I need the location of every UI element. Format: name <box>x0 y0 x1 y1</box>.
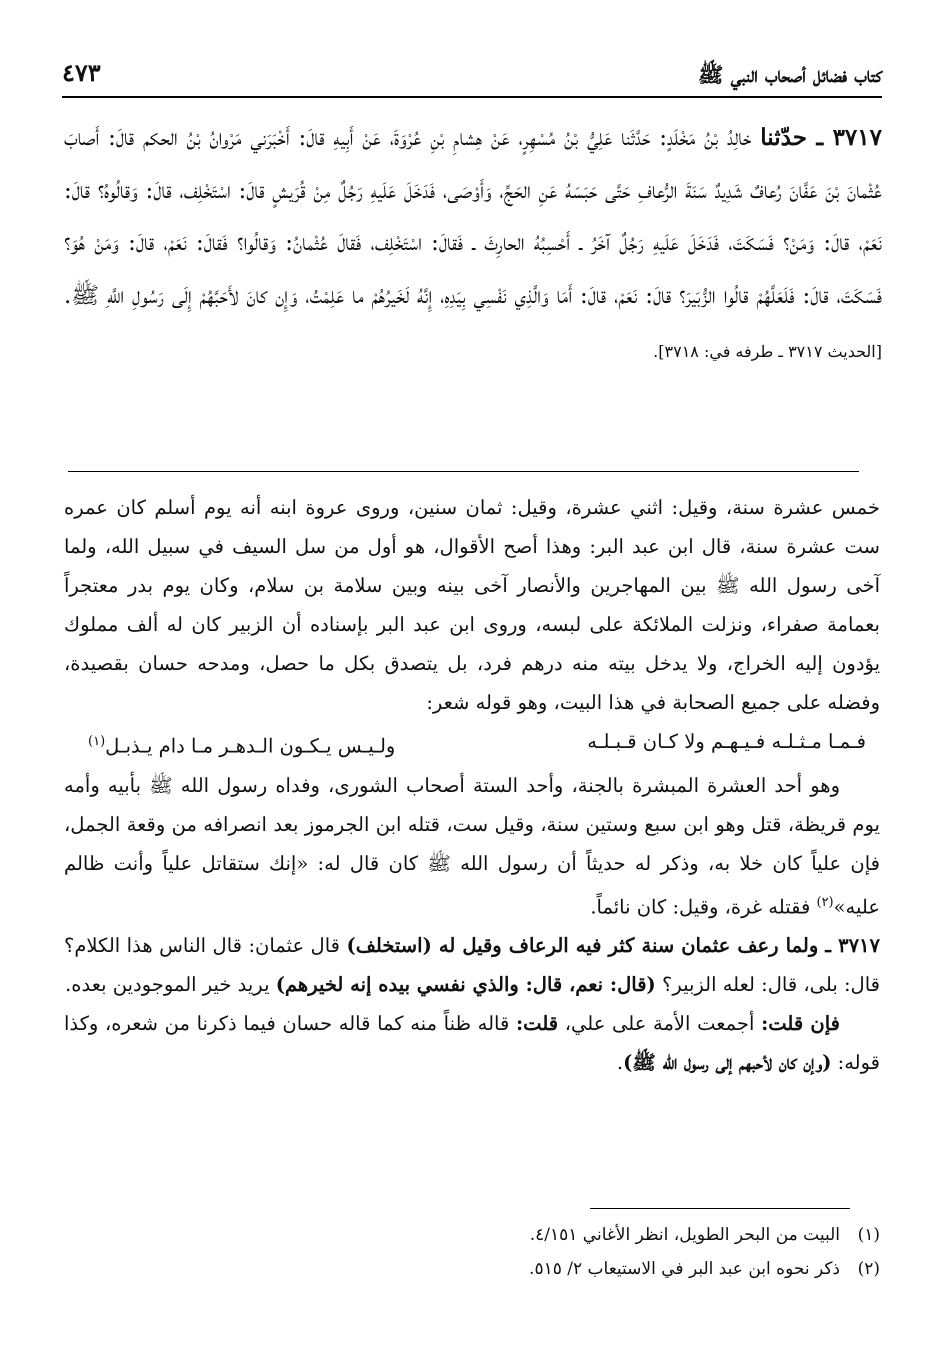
commentary-paragraph: فإن قلت: أجمعت الأمة على علي، قلت: قاله ظناً منه كما قاله حسان فيما ذكرنا من شعره، وكذا قوله: (وإن كان لأحبهم إلى رسول الله ﷺ). <box>64 1012 880 1074</box>
book-title: كتاب فضائل أصحاب النبي ﷺ <box>697 62 882 87</box>
header-divider <box>62 96 882 98</box>
footnote-marker: (٢) <box>816 894 834 910</box>
footnote-divider <box>590 1208 850 1209</box>
footnotes <box>64 1218 880 1286</box>
verse-second-half: ولـيـس يـكـون الـدهـر مـا دام يـذبـل$^{(١)}$ <box>88 734 396 758</box>
poem-verse <box>64 722 880 766</box>
footnote-text: البيت من البحر الطويل، انظر الأغاني ٤/١٥١. <box>529 1225 840 1245</box>
page-number: ٤٧٣ <box>62 58 101 87</box>
hadith-reference: [الحديث ٣٧١٧ ـ طرفه في: ٣٧١٨]. <box>653 342 882 361</box>
footnote-number: (٢) <box>857 1259 880 1279</box>
footnote-marker: (١) <box>88 734 106 749</box>
hadith-number: ٣٧١٧ ـ حدّثنا <box>760 124 882 151</box>
footnote-number: (١) <box>857 1225 880 1245</box>
footnote-text: ذكر نحوه ابن عبد البر في الاستيعاب ٢/ ٥١٥. <box>529 1259 840 1279</box>
footnote <box>64 1252 880 1286</box>
hadith-text <box>64 112 882 379</box>
hadith-body: خالِدُ بْنُ مَخْلَدٍ: حَدَّثَنا عَلِيُّ بْنُ مُسْهِرٍ، عَنْ هِشامِ بْنِ عُرْوَةَ، عَنْ أَبِيهِ قالَ: أَخْبَرَني مَرْوانُ بْنُ الحكم قالَ: أَصابَ عُثْمانَ بْنَ عَفَّانَ رُعافٌ شَدِيدٌ سَنَةَ الرُّعافِ حَتَّى حَبَسَهُ عَنِ الحَجِّ، وَأَوْصَى، فَدَخَلَ عَلَيهِ رَجُلٌ مِنْ قُرَيشٍ قالَ: اسْتَخْلِف، قالَ: وَقالُوهُ؟ قالَ: نَعَمْ، قالَ: وَمَنْ؟ فَسَكَتَ، فَدَخَلَ عَلَيهِ رَجُلٌ آخَرُ ـ أَحْسِبُهُ الحارِثَ ـ فَقالَ: اسْتَخْلِف، فَقالَ عُثْمانُ: وَقالُوا؟ فَقالَ: نَعَمْ، قالَ: وَمَنْ هُوَ؟ فَسَكَتَ، قالَ: فَلَعَلَّهُمْ قالُوا الزُّبَيرَ؟ قالَ: نَعَمْ، قالَ: أَمَا وَالَّذِي نَفْسِي بِيَدِهِ، إِنَّهُ لَخَيرُهُمْ ما عَلِمْتُ، وَإِن كانَ لأَحَبَّهُمْ إِلَى رَسُولِ اللَّهِ ﷺ. <box>64 125 882 309</box>
commentary-paragraph: خمس عشرة سنة، وقيل: اثني عشرة، وقيل: ثمان سنين، وروى عروة ابنه أنه يوم أسلم كان عمره ست عشرة سنة، قال ابن عبد البر: وهذا أصح الأقوال، هو أول من سل السيف في سبيل الله، ولما آخى رسول الله ﷺ بين المهاجرين والأنصار آخى بينه وبين سلامة بن سلام، وكان يوم بدر معتجراً بعمامة صفراء، ونزلت الملائكة على لبسه، وروى ابن عبد البر بإسناده أن الزبير كان له ألف مملوك يؤدون إليه الخراج، ولا يدخل بيته منه درهم فرد، بل يتصدق بكل ما حصل، ومدحه حسان بقصيدة، وفضله على جميع الصحابة في هذا البيت، وهو قوله شعر: <box>64 496 880 714</box>
commentary-divider <box>68 471 859 472</box>
commentary-paragraph: ٣٧١٧ ـ ولما رعف عثمان سنة كثر فيه الرعاف وقيل له (استخلف) قال عثمان: قال الناس هذا الكلام؟ قال: بلى، قال: لعله الزبير؟ (قال: نعم، قال: والذي نفسي بيده إنه لخيرهم) يريد خير الموجودين بعده. <box>64 934 880 996</box>
footnote <box>64 1218 880 1252</box>
verse-first-half: فـمـا مـثـلـه فـيـهـم ولا كـان قـبـلـه <box>587 730 866 753</box>
page-header <box>62 58 882 98</box>
commentary-paragraph: وهو أحد العشرة المبشرة بالجنة، وأحد الستة أصحاب الشورى، وفداه رسول الله ﷺ بأبيه وأمه يوم قريظة، قتل وهو ابن سبع وستين سنة، وقيل ست، قتله ابن الجرموز بعد انصرافه من وقعة الجمل، فإن علياً كان خلا به، وذكر له حديثاً أن رسول الله ﷺ كان قال له: «إنك ستقاتل علياً وأنت ظالم عليه»$^{(٢)}$ فقتله غرة، وقيل: كان نائماً. <box>64 773 880 918</box>
commentary <box>64 488 880 1082</box>
